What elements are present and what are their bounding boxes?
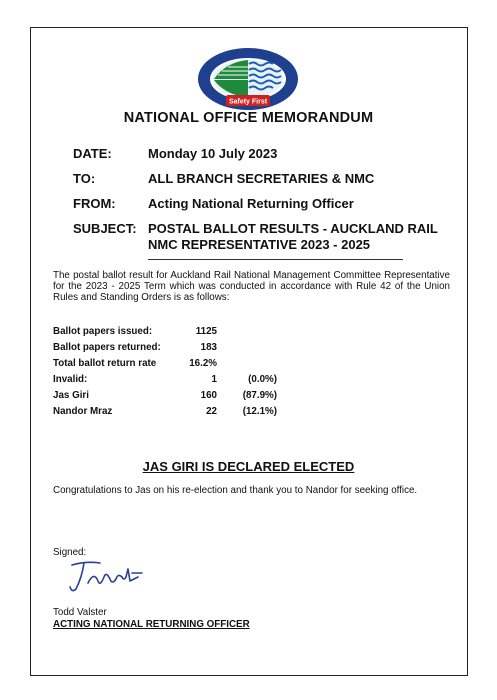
to-label: TO: [73,171,96,186]
result-value: 1 [211,374,217,385]
subject-line-1: POSTAL BALLOT RESULTS - AUCKLAND RAIL [148,221,438,236]
result-label: Nandor Mraz [53,406,113,417]
memo-title: NATIONAL OFFICE MEMORANDUM [123,110,374,126]
result-value: 22 [206,406,217,417]
svg-text:Safety First: Safety First [228,98,268,106]
subject-label: SUBJECT: [73,221,137,236]
result-value: 1125 [195,326,217,337]
result-label: Ballot papers issued: [53,326,153,337]
intro-paragraph: The postal ballot result for Auckland Rail National Management Committee Representative for the 2023 - 2025 Term which was conducted in accordance with Rule 42 of the Union Rules and Standing Orders is as follows: [53,270,450,304]
subject-line-2: NMC REPRESENTATIVE 2023 - 2025 [148,237,371,252]
result-percent: (12.1%) [242,406,277,417]
result-percent: (0.0%) [248,374,277,385]
signatory-role: ACTING NATIONAL RETURNING OFFICER [53,619,250,630]
result-label: Ballot papers returned: [53,342,161,353]
date-value: Monday 10 July 2023 [148,146,278,161]
signed-label: Signed: [53,547,87,558]
union-logo-icon [196,46,300,112]
result-label: Invalid: [53,374,88,385]
divider-line [148,259,403,260]
result-value: 160 [200,390,217,401]
date-label: DATE: [73,146,112,161]
declaration-heading: JAS GIRI IS DECLARED ELECTED [142,459,355,474]
from-label: FROM: [73,196,116,211]
signatory-name: Todd Valster [53,607,107,618]
from-value: Acting National Returning Officer [148,196,354,211]
result-value: 183 [200,342,217,353]
result-value: 16.2% [189,358,217,369]
result-label: Total ballot return rate [53,358,157,369]
result-percent: (87.9%) [242,390,277,401]
to-value: ALL BRANCH SECRETARIES & NMC [148,171,375,186]
congratulations-text: Congratulations to Jas on his re-election and thank you to Nandor for seeking office. [53,485,418,496]
signature-image [66,557,156,597]
result-label: Jas Giri [53,390,89,401]
